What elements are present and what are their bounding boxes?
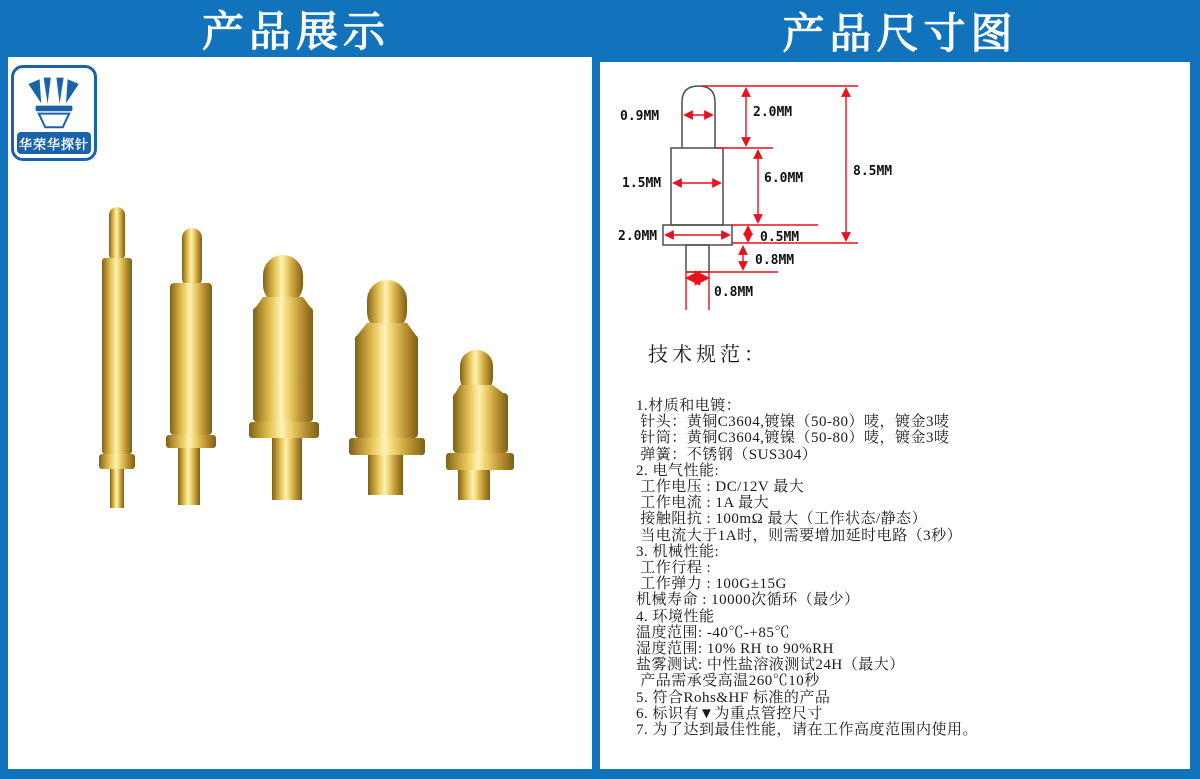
tech-spec-line: 产品需承受高温260℃10秒 xyxy=(636,673,820,690)
tech-spec-line: 6. 标识有▼为重点管控尺寸 xyxy=(636,705,823,722)
tech-spec-line: 当电流大于1A时，则需要增加延时电路（3秒） xyxy=(636,527,963,544)
dim-tail-height: 0.8MM xyxy=(755,253,795,268)
tech-spec-line: 针头：黄铜C3604,镀镍（50-80）唛，镀金3唛 xyxy=(636,414,950,431)
dim-head-height: 2.0MM xyxy=(753,105,793,120)
tech-spec-line: 工作行程 : xyxy=(636,560,712,577)
tech-spec-line: 工作电压 : DC/12V 最大 xyxy=(636,479,805,496)
dim-head-width: 0.9MM xyxy=(620,109,660,124)
tech-spec-line: 针筒：黄铜C3604,镀镍（50-80）唛，镀金3唛 xyxy=(636,430,950,447)
tech-spec-line: 盐雾测试: 中性盐溶液测试24H（最大） xyxy=(636,657,905,674)
dim-flange-thickness: 0.5MM xyxy=(760,230,800,245)
tech-spec-line: 2. 电气性能: xyxy=(636,462,720,479)
pogo-pin-3 xyxy=(249,255,319,500)
product-display-panel xyxy=(8,57,592,769)
dimension-panel xyxy=(600,62,1190,769)
tech-spec-line: 弹簧：不锈钢（SUS304） xyxy=(636,446,818,463)
brand-logo xyxy=(11,65,97,161)
tech-spec-line: 机械寿命 : 10000次循环（最少） xyxy=(636,592,860,609)
tech-spec-line: 1.材质和电镀： xyxy=(636,398,742,414)
tech-spec-title: 技术规范： xyxy=(648,344,768,366)
pogo-pin-2 xyxy=(166,228,216,505)
left-panel-header xyxy=(0,0,592,57)
pogo-pins-photo xyxy=(8,57,592,769)
dim-flange-width: 2.0MM xyxy=(618,229,658,244)
tech-spec-line: 湿度范围: 10% RH to 90%RH xyxy=(636,641,835,658)
tech-spec-line: 3. 机械性能: xyxy=(636,543,720,560)
brand-name: 华荣华探针 xyxy=(17,132,91,154)
tech-spec-line: 工作弹力 : 100G±15G xyxy=(636,576,787,593)
tech-spec-line: 温度范围: -40℃-+85℃ xyxy=(636,624,790,641)
pogo-pin-1 xyxy=(99,207,135,508)
dim-body-height: 6.0MM xyxy=(764,171,804,186)
pogo-pin-4 xyxy=(349,280,425,495)
pin-outline xyxy=(663,86,732,272)
left-panel-title: 产品展示 xyxy=(201,7,390,55)
right-panel-title: 产品尺寸图 xyxy=(782,10,1018,57)
tech-spec-list xyxy=(636,398,1181,738)
dim-total-height: 8.5MM xyxy=(853,164,893,179)
tech-spec-line: 接触阻抗 : 100mΩ 最大（工作状态/静态） xyxy=(636,511,928,528)
pin-dimension-diagram xyxy=(610,75,910,315)
tech-spec-line: 工作电流 : 1A 最大 xyxy=(636,495,770,512)
tech-spec-line: 5. 符合Rohs&HF 标准的产品 xyxy=(636,689,831,706)
dim-tail-width: 0.8MM xyxy=(714,285,754,300)
crown-probe-icon xyxy=(22,76,86,132)
tech-spec-line: 7. 为了达到最佳性能，请在工作高度范围内使用。 xyxy=(636,722,979,739)
right-panel-header xyxy=(600,0,1200,62)
tech-spec-line: 4. 环境性能 xyxy=(636,608,715,625)
dim-body-width: 1.5MM xyxy=(622,176,662,191)
pogo-pin-5 xyxy=(446,350,514,500)
